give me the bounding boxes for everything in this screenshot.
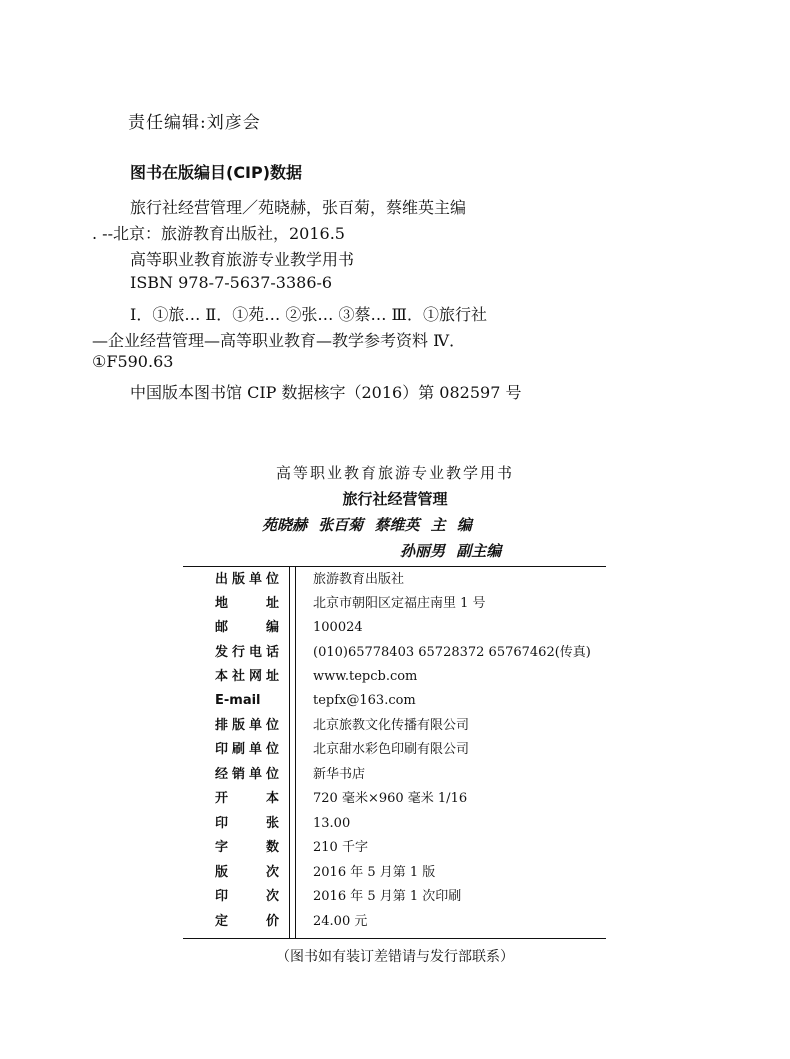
cip-line: Ⅰ．①旅… Ⅱ．①苑… ②张… ③蔡… Ⅲ．①旅行社 bbox=[130, 305, 487, 324]
colophon-row bbox=[183, 738, 606, 762]
row-label: 排版单位 bbox=[215, 718, 279, 733]
row-value: 100024 bbox=[313, 620, 363, 635]
colophon-row bbox=[183, 568, 606, 592]
row-value: 北京市朝阳区定福庄南里 1 号 bbox=[313, 596, 486, 611]
row-label: 开本 bbox=[215, 791, 279, 806]
editor-credit: 责任编辑:刘彦会 bbox=[128, 113, 261, 133]
row-label: 版次 bbox=[215, 865, 279, 880]
row-value: (010)65778403 65728372 65767462(传真) bbox=[313, 645, 591, 660]
row-label: 地址 bbox=[215, 596, 279, 611]
row-value: 北京甜水彩色印刷有限公司 bbox=[313, 742, 470, 757]
row-value: 24.00 元 bbox=[313, 914, 368, 929]
cip-line: —企业经营管理—高等职业教育—教学参考资料 Ⅳ． bbox=[92, 331, 466, 350]
colophon-row bbox=[183, 910, 606, 934]
colophon-row bbox=[183, 641, 606, 665]
row-value: www.tepcb.com bbox=[313, 669, 418, 684]
cip-isbn: ISBN 978-7-5637-3386-6 bbox=[130, 273, 333, 292]
colophon-row bbox=[183, 689, 606, 713]
row-label: 邮编 bbox=[215, 620, 279, 635]
book-title: 旅行社经营管理 bbox=[342, 490, 448, 508]
cip-heading: 图书在版编目(CIP)数据 bbox=[130, 163, 303, 182]
row-value: 210 千字 bbox=[313, 840, 368, 855]
colophon-row bbox=[183, 592, 606, 616]
cip-line: 旅行社经营管理／苑晓赫，张百菊，蔡维英主编 bbox=[130, 198, 467, 217]
row-value: tepfx@163.com bbox=[313, 693, 416, 708]
colophon-row bbox=[183, 787, 606, 811]
row-value: 13.00 bbox=[313, 816, 351, 831]
row-label: 字数 bbox=[215, 840, 279, 855]
row-label: 出版单位 bbox=[215, 572, 279, 587]
deputy-editors: 孙丽男 副主编 bbox=[400, 542, 502, 560]
row-label: 定价 bbox=[215, 914, 279, 929]
colophon-row bbox=[183, 836, 606, 860]
row-value: 北京旅教文化传播有限公司 bbox=[313, 718, 470, 733]
colophon-row bbox=[183, 885, 606, 909]
cip-line: . --北京：旅游教育出版社，2016.5 bbox=[92, 224, 345, 243]
row-label: 印刷单位 bbox=[215, 742, 279, 757]
row-label: 本社网址 bbox=[215, 669, 279, 684]
row-value: 720 毫米×960 毫米 1/16 bbox=[313, 791, 468, 806]
cip-record-number: 中国版本图书馆 CIP 数据核字（2016）第 082597 号 bbox=[130, 383, 522, 402]
row-value: 新华书店 bbox=[313, 767, 366, 782]
table-bottom-rule bbox=[183, 938, 606, 939]
row-value: 2016 年 5 月第 1 版 bbox=[313, 865, 436, 880]
row-value: 旅游教育出版社 bbox=[313, 572, 405, 587]
row-label: E-mail bbox=[215, 693, 261, 708]
series-name: 高等职业教育旅游专业教学用书 bbox=[275, 464, 514, 482]
colophon-row bbox=[183, 714, 606, 738]
table-top-rule bbox=[183, 566, 606, 567]
row-label: 发行电话 bbox=[215, 645, 279, 660]
colophon-row bbox=[183, 861, 606, 885]
row-label: 印次 bbox=[215, 889, 279, 904]
colophon-row bbox=[183, 763, 606, 787]
authors: 苑晓赫 张百菊 蔡维英 主 编 bbox=[262, 516, 472, 534]
row-value: 2016 年 5 月第 1 次印刷 bbox=[313, 889, 462, 904]
cip-line: ①F590.63 bbox=[92, 352, 174, 371]
cip-line: 高等职业教育旅游专业教学用书 bbox=[130, 250, 355, 269]
binding-notice: （图书如有装订差错请与发行部联系） bbox=[276, 949, 514, 965]
row-label: 经销单位 bbox=[215, 767, 279, 782]
colophon-row bbox=[183, 812, 606, 836]
colophon-row bbox=[183, 665, 606, 689]
colophon-row bbox=[183, 616, 606, 640]
row-label: 印张 bbox=[215, 816, 279, 831]
